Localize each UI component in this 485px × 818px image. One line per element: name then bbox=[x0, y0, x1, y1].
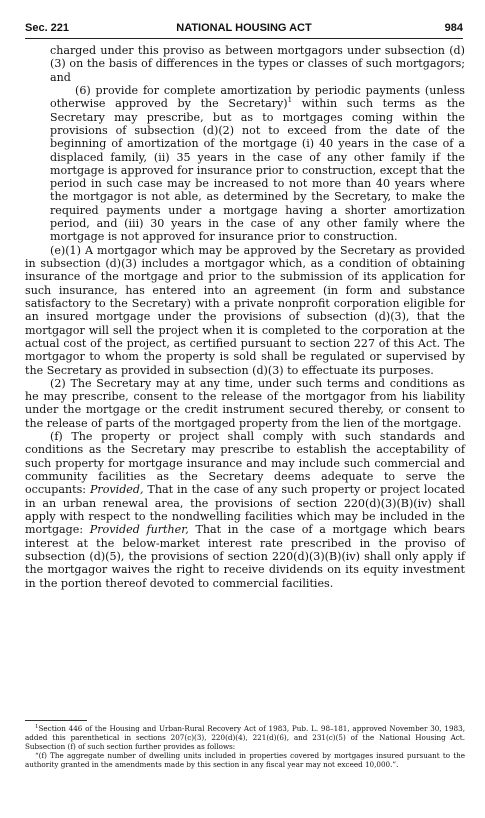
paragraph-6-text-start: (6) provide for complete amortization by periodic payments (unless otherwise approved by the Secretary) bbox=[50, 83, 465, 111]
paragraph-f bbox=[25, 430, 465, 590]
statute-body bbox=[25, 44, 465, 590]
footnote-1-mark: 1 bbox=[35, 724, 39, 730]
footnote-1 bbox=[25, 725, 465, 752]
proviso-italic-2: Provided further, bbox=[89, 523, 189, 537]
proviso-italic-1: Provided, bbox=[89, 483, 144, 497]
paragraph-6-text-end: within such terms as the Secretary may prescribe, but as to mortgages coming within the provisions of subsection (d)(2) not to exceed from the date of the beginning of amortization of the mortgage (i) 40 years in the case of a displaced family, (ii) 35 years in the case of any other family if the mortgage is approved for insurance prior to construction, except that the period in such case may be increased to not more than 40 years where the mortgagor is not able, as determined by the Secretary, to make the required payments under a mortgage having a shorter amortization period, and (iii) 30 years in the case of any other family where the mortgage is not approved for insurance prior to construction. bbox=[50, 97, 465, 244]
header-rule bbox=[25, 38, 463, 39]
paragraph-f-text-1: (f) The property or project shall comply with such standards and conditions as the Secretary may prescribe to establish the acceptability of such property for mortgage insurance and may include such commercial and community facilities as the Secretary deems adequate to serve the occupants: bbox=[25, 430, 465, 497]
running-title: NATIONAL HOUSING ACT bbox=[176, 22, 312, 34]
paragraph-f-text-2: That in the case of any such property or project located in an urban renewal area, the provisions of section 220(d)(3)(B)(iv) shall apply with respect to the nondwelling facilities which may be included in the mortgage: bbox=[25, 483, 466, 537]
paragraph-f-text-3: That in the case of a mortgage which bears interest at the below-market interest rate prescribed in the proviso of subsection (d)(5), the provisions of section 220(d)(3)(B)(iv) shall only apply if the mortgagor waives the right to receive dividends on its equity investment in the portion thereof devoted to commercial facilities. bbox=[25, 523, 466, 590]
paragraph-e2: (2) The Secretary may at any time, under such terms and conditions as he may prescribe, consent to the release of the mortgagor from his liability under the mortgage or the credit instrument secured thereby, or consent to the release of parts of the mortgaged property from the lien of the mortgage. bbox=[25, 376, 465, 430]
footnotes bbox=[25, 725, 465, 770]
running-header bbox=[25, 20, 463, 36]
footnote-1-text: Section 446 of the Housing and Urban-Rural Recovery Act of 1983, Pub. L. 98–181, approved November 30, 1983, added this parenthetical in sections 207(c)(3), 220(d)(4), 221(d)(6), and 231(c)(5) of the National Housing Act. Subsection (f) of such section further provides as follows: bbox=[25, 724, 465, 751]
section-label: Sec. 221 bbox=[25, 22, 70, 34]
footnote-reference[interactable]: 1 bbox=[287, 96, 293, 105]
page-number: 984 bbox=[444, 22, 463, 34]
footnote-1-quote: “(f) The aggregate number of dwelling units included in properties covered by mortgages insured pursuant to the authority granted in the amendments made by this section in any fiscal year may not exceed 10,000.”. bbox=[25, 750, 465, 769]
footnote-rule bbox=[25, 720, 87, 721]
paragraph-continuation: charged under this proviso as between mortgagors under subsection (d)(3) on the basis of differences in the types or classes of such mortgagors; and bbox=[50, 44, 465, 84]
paragraph-6 bbox=[25, 84, 465, 244]
paragraph-e1: (e)(1) A mortgagor which may be approved by the Secretary as provided in subsection (d)(3) includes a mortgagor which, as a condition of obtaining insurance of the mortgage and prior to the submission of its application for such insurance, has entered into an agreement (in form and substance satisfactory to the Secretary) with a private nonprofit corporation eligible for an insured mortgage under the provisions of subsection (d)(3), that the mortgagor will sell the project when it is completed to the corporation at the actual cost of the project, as certified pursuant to section 227 of this Act. The mortgagor to whom the property is sold shall be regulated or supervised by the Secretary as provided in subsection (d)(3) to effectuate its purposes. bbox=[25, 243, 465, 377]
